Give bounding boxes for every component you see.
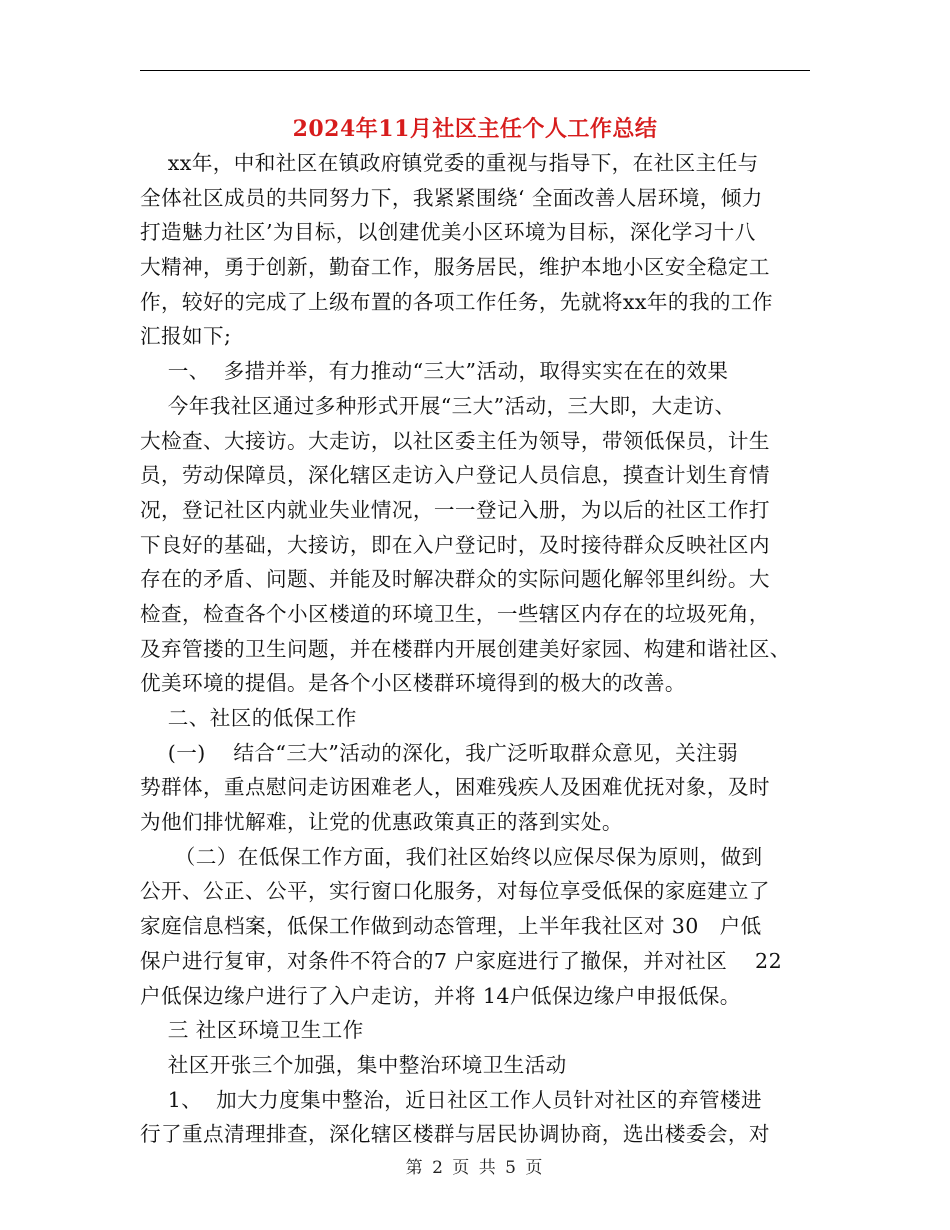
document-body [140, 146, 810, 1152]
body-line: 检查，检查各个小区楼道的环境卫生，一些辖区内存在的垃圾死角， [140, 601, 770, 626]
body-line: 员，劳动保障员，深化辖区走访入户登记人员信息，摸查计划生育情 [140, 463, 770, 488]
body-line: 大检查、大接访。大走访，以社区委主任为领导，带领低保员，计生 [140, 428, 770, 453]
body-line: （二）在低保工作方面，我们社区始终以应保尽保为原则，做到 [140, 844, 763, 869]
body-line: 社区开张三个加强，集中整治环境卫生活动 [140, 1052, 567, 1077]
body-line: 今年我社区通过多种形式开展“三大”活动，三大即，大走访、 [140, 393, 736, 418]
body-line: 户低保边缘户进行了入户走访，并将 14户低保边缘户申报低保。 [140, 983, 741, 1008]
body-line: 大精神，勇于创新，勤奋工作，服务居民，维护本地小区安全稳定工 [140, 255, 770, 280]
body-line: 打造魅力社区’为目标，以创建优美小区环境为目标，深化学习十八 [140, 220, 756, 245]
body-line: 二、社区的低保工作 [140, 706, 357, 730]
body-line: 三 社区环境卫生工作 [140, 1018, 364, 1043]
body-line: 家庭信息档案，低保工作做到动态管理，上半年我社区对 30 户低 [140, 914, 762, 939]
body-line: 保户进行复审，对条件不符合的7 户家庭进行了撤保，并对社区 22 [140, 948, 783, 973]
body-line: 优美环境的提倡。是各个小区楼群环境得到的极大的改善。 [140, 671, 686, 696]
page-number: 第 2 页 共 5 页 [405, 1158, 545, 1178]
body-line: 行了重点清理排查，深化辖区楼群与居民协调协商，选出楼委会，对 [140, 1122, 770, 1147]
body-line: 为他们排忧解难，让党的优惠政策真正的落到实处。 [140, 810, 623, 835]
body-line: 下良好的基础，大接访，即在入户登记时，及时接待群众反映社区内 [140, 532, 770, 557]
body-line: 及弃管搂的卫生问题，并在楼群内开展创建美好家园、构建和谐社区、 [140, 636, 791, 661]
body-line: 作，较好的完成了上级布置的各项工作任务，先就将xx年的我的工作 [140, 289, 773, 314]
header-rule [140, 70, 810, 71]
body-line: (一) 结合“三大”活动的深化，我广泛听取群众意见，关注弱 [140, 740, 739, 765]
body-line: xx年，中和社区在镇政府镇党委的重视与指导下，在社区主任与 [140, 151, 759, 175]
body-line: 1、 加大力度集中整治，近日社区工作人员针对社区的弃管楼进 [140, 1087, 763, 1112]
body-line: 汇报如下; [140, 324, 232, 349]
body-line: 一、 多措并举，有力推动“三大”活动，取得实实在在的效果 [140, 359, 729, 384]
body-line: 存在的矛盾、问题、并能及时解决群众的实际问题化解邻里纠纷。大 [140, 567, 770, 592]
body-line: 全体社区成员的共同努力下，我紧紧围绕‘ 全面改善人居环境，倾力 [140, 185, 763, 210]
body-line: 况，登记社区内就业失业情况，一一登记入册，为以后的社区工作打 [140, 497, 770, 522]
body-line: 势群体，重点慰问走访困难老人，困难残疾人及困难优抚对象，及时 [140, 775, 770, 800]
body-line: 公开、公正、公平，实行窗口化服务，对每位享受低保的家庭建立了 [140, 879, 770, 904]
document-title: 2024年11月社区主任个人工作总结 [292, 116, 658, 142]
